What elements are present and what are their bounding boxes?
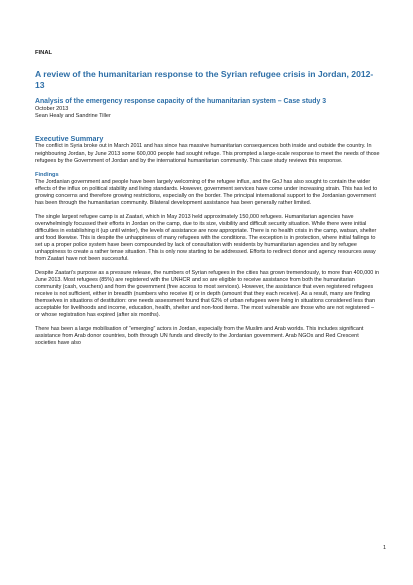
findings-heading: Findings xyxy=(35,171,59,178)
findings-paragraph-1: The Jordanian government and people have been largely welcoming of the refugee influx, and the GoJ has also sought to contain the wider effects of the influx on political stability and living standards. However, government services have come under increasing strain. This has led to growing concerns and therefore growing restrictions, especially on the border. The principal international support to the Jordanian government has been through the humanitarian community. Bilateral development assistance has been generally rather limited. xyxy=(35,178,378,206)
document-status: FINAL xyxy=(35,50,53,56)
document-date: October 2013 xyxy=(35,106,69,112)
executive-summary-paragraph: The conflict in Syria broke out in March 2011 and has since has massive humanitarian consequences both inside and outside the country. In neighbouring Jordan, by June 2013 some 600,000 people had sought refuge. This prompted a large-scale response to meet the needs of those refugees by the Government of Jordan and by the international humanitarian community. This case study reviews this response. xyxy=(35,143,380,164)
findings-paragraph-3: Despite Zaatari’s purpose as a pressure release, the numbers of Syrian refugees in the cities has grown tremendously, to more than 400,000 in June 2013. Most refugees (85%) are registered with the UNHCR and so are eligible to receive assistance from both the humanitarian community (cash, vouchers) and from the government (free access to most services). However, the assistance that even registered refugees receive is not sufficient, either in breadth (numbers who receive it) or in depth (amount that they each receive). As a result, many are finding themselves in situations of destitution: one needs assessment found that 62% of urban refugees were living in situations considered less than acceptable for livelihoods and income, education, health, shelter and non-food items. The most vulnerable are those who are not registered – or whose registration has expired (after six months). xyxy=(35,269,380,319)
executive-summary-heading: Executive Summary xyxy=(35,134,104,144)
document-title: A review of the humanitarian response to the Syrian refugee crisis in Jordan, 2012-13 xyxy=(35,69,374,90)
findings-paragraph-2: The single largest refugee camp is at Zaatari, which in May 2013 held approximately 150,000 refugees. Humanitarian agencies have overwhelmingly focussed their efforts in Jordan on the camp, due to its size, visibility and difficult security situation. While there were initial difficulties in establishing it (up until winter), the levels of assistance are now appropriate. There is no health crisis in the camp, watsan, shelter and food likewise. This is despite the unhappiness of many refugees with the conditions. The exception is in protection, where initial failings to set up a proper police system have been compounded by lack of consultation with residents by humanitarian agencies and by refugee unhappiness to create a rather tense situation. This is only now starting to be addressed. Efforts to redirect donor and agency resources away from Zaatari have not been successful. xyxy=(35,213,377,263)
page-number: 1 xyxy=(383,545,387,551)
document-authors: Sean Healy and Sandrine Tiller xyxy=(35,113,111,120)
findings-paragraph-4: There has been a large mobilisation of “emerging” actors in Jordan, especially from the Muslim and Arab worlds. This includes significant assistance from Arab donor countries, both through UN funds and directly to the Jordanian government. Arab NGOs and Red Crescent societies have also xyxy=(35,325,364,347)
document-subtitle: Analysis of the emergency response capacity of the humanitarian system – Case study 3 xyxy=(35,98,327,105)
page-content xyxy=(35,50,380,354)
